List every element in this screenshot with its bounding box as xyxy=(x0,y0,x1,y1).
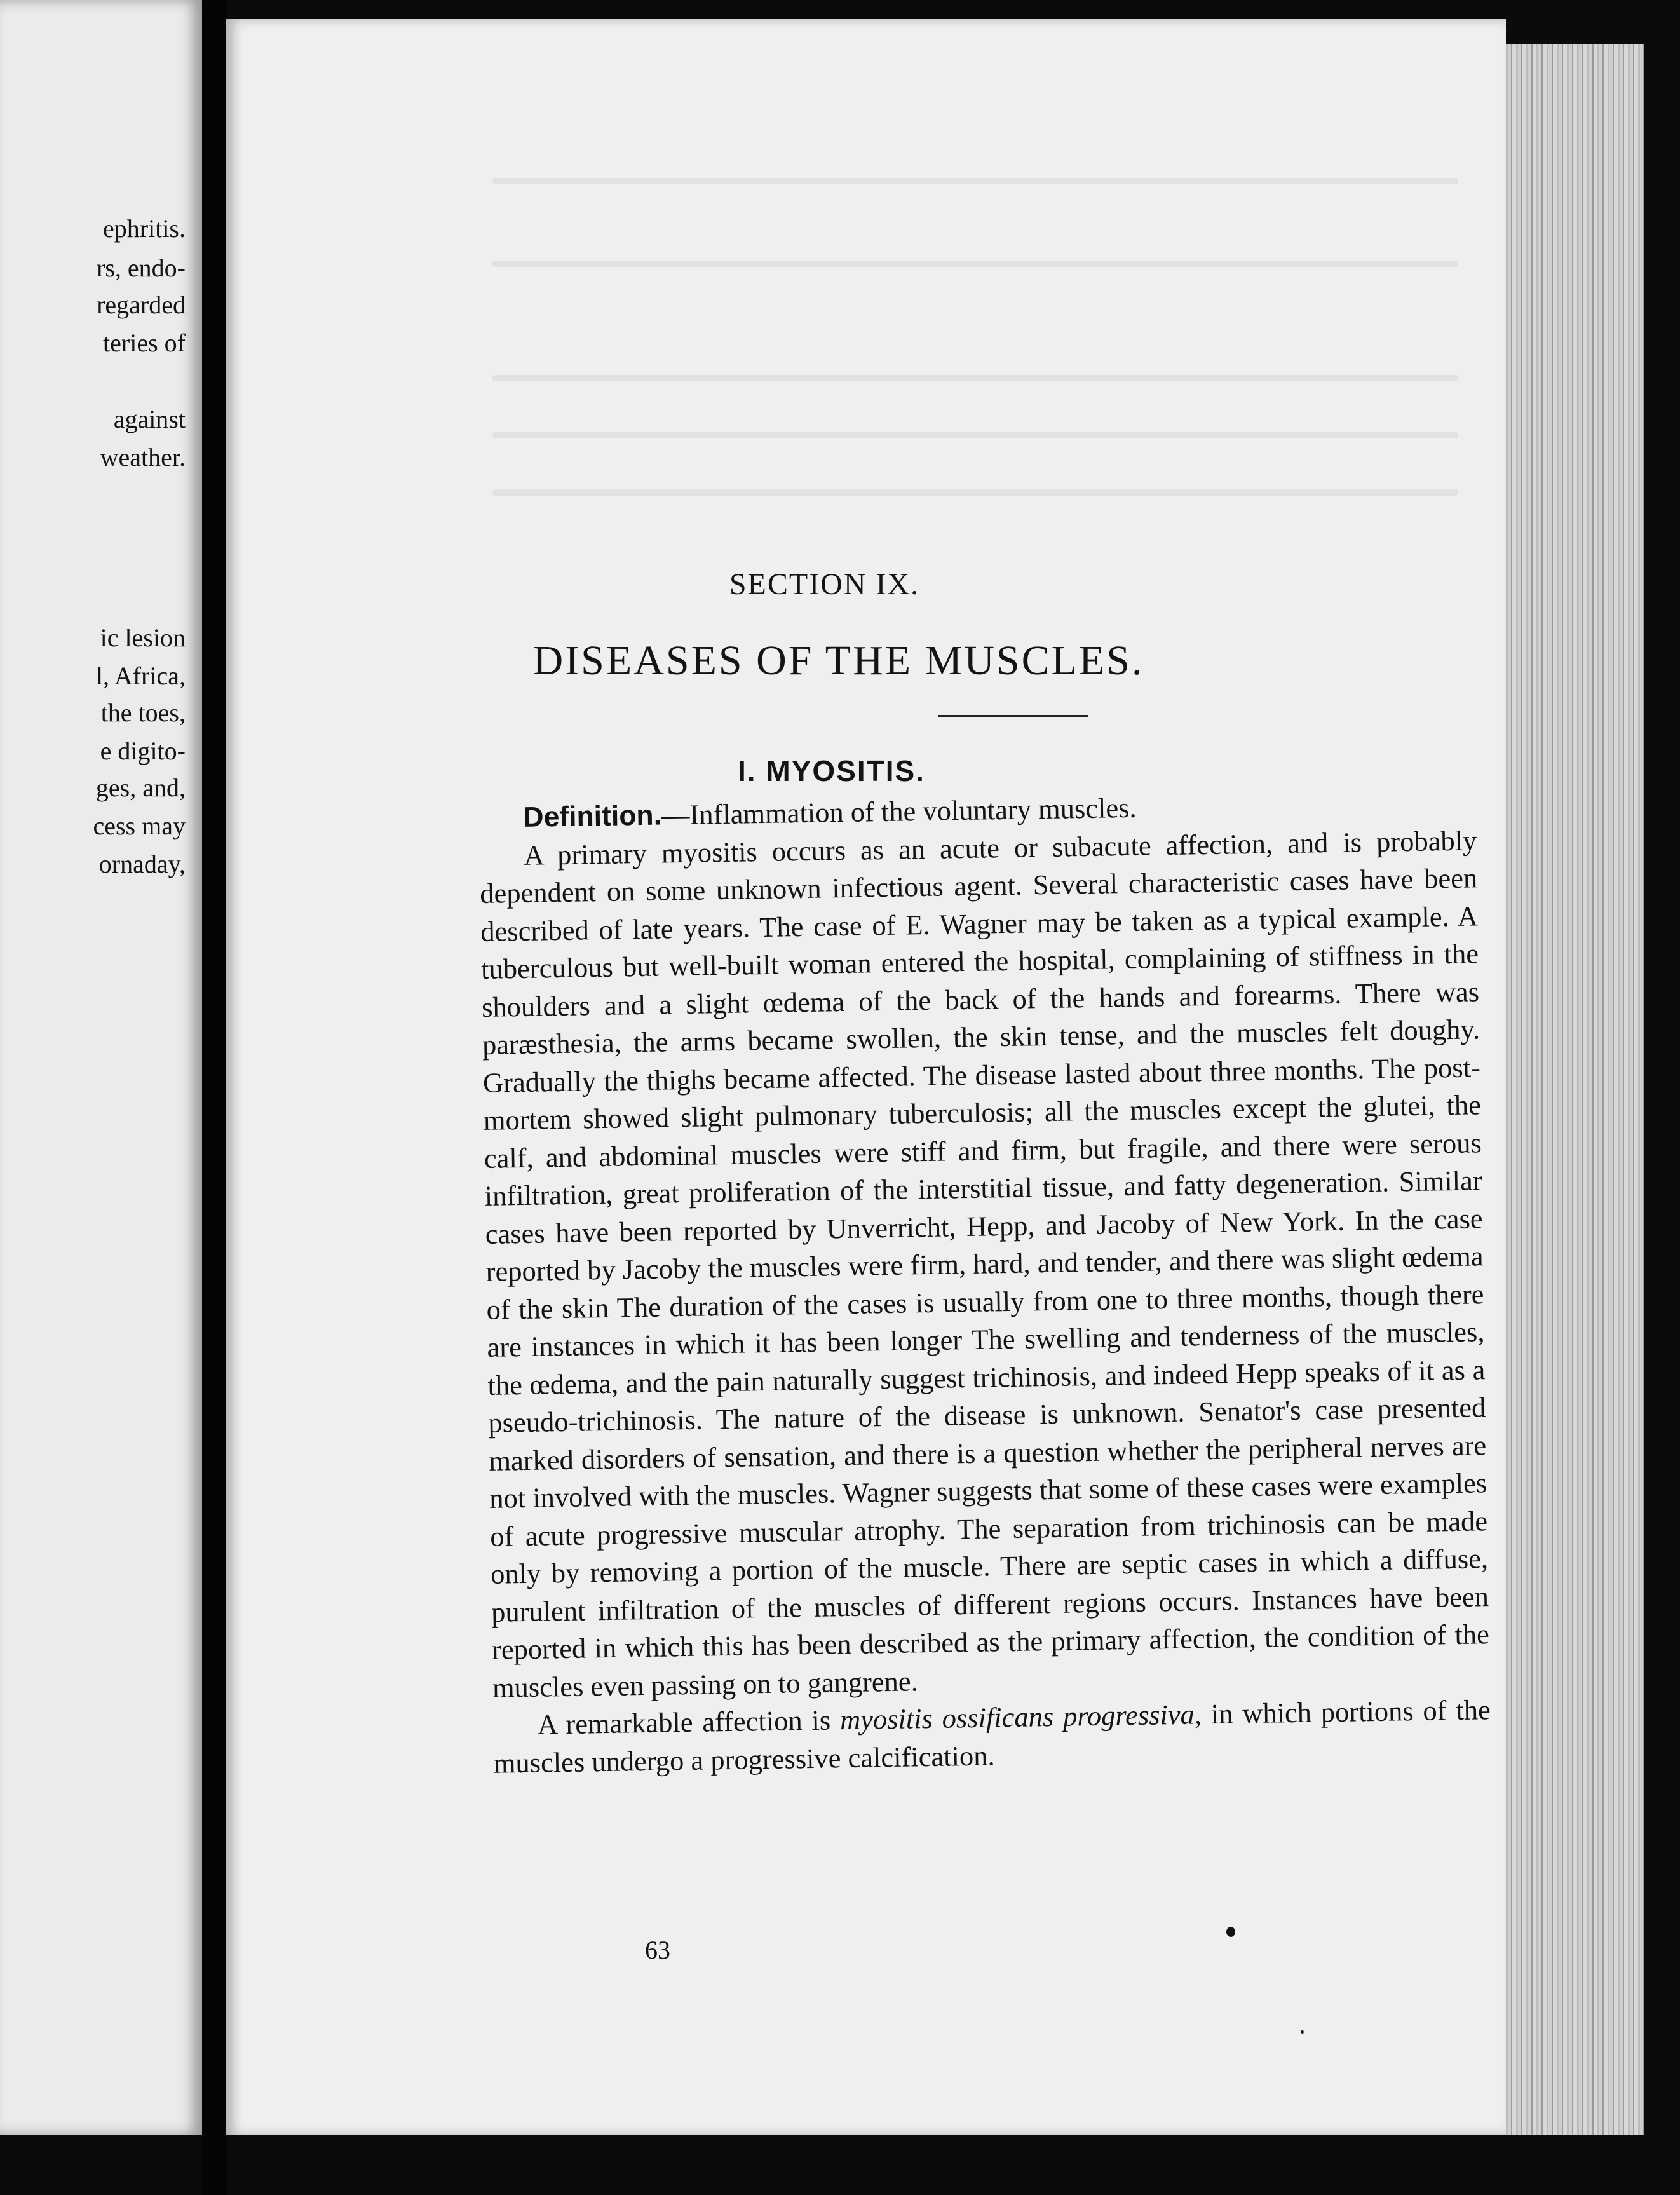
left-page-line: against xyxy=(113,405,186,433)
left-page-line: ges, and, xyxy=(95,773,186,802)
main-page xyxy=(226,19,1506,2135)
left-page-line: regarded xyxy=(97,290,186,319)
chapter-title: DISEASES OF THE MUSCLES. xyxy=(532,637,1144,684)
emphasized-term: myositis ossificans progressiva xyxy=(839,1698,1195,1736)
definition-label: Definition. xyxy=(523,799,662,833)
ink-speck xyxy=(1226,1927,1235,1937)
left-page-line: cess may xyxy=(93,812,186,840)
show-through-text xyxy=(492,178,1458,184)
page-number: 63 xyxy=(645,1936,670,1964)
show-through-text xyxy=(492,261,1458,267)
left-page xyxy=(0,0,202,2135)
left-page-line: weather. xyxy=(100,443,186,472)
body-paragraph-2: A remarkable affection is myositis ossificans progressiva, in which portions of the muscles undergo a progressive calcification. xyxy=(493,1694,1491,1779)
left-page-line: teries of xyxy=(103,329,186,357)
left-page-line: the toes, xyxy=(100,698,186,727)
left-page-line: rs, endo- xyxy=(97,254,186,282)
left-page-line: ornaday, xyxy=(98,850,186,878)
title-rule xyxy=(938,715,1088,717)
show-through-text xyxy=(492,375,1458,381)
left-page-line: e digito- xyxy=(100,737,186,765)
body-text xyxy=(478,784,1491,1782)
subsection-title: I. MYOSITIS. xyxy=(738,754,925,787)
section-label: SECTION IX. xyxy=(729,567,920,601)
show-through-text xyxy=(492,432,1458,438)
body-paragraph: A primary myositis occurs as an acute or subacute affection, and is probably dependent on some unknown infectious agent. Several characteristic cases have been described of late years. The case of E. Wagner may be taken as a typical example. A tuberculous but well-built woman entered the hospital, complaining of stiffness in the shoulders and a slight œdema of the back of the hands and forearms. There was paræsthesia, the arms became swollen, the skin tense, and the muscles felt doughy. Gradually the thighs became affected. The disease lasted about three months. The post-mortem showed slight pulmonary tuberculosis; all the muscles except the glutei, the calf, and abdominal muscles were stiff and firm, but fragile, and there were serous infiltration, great proliferation of the interstitial tissue, and fatty degeneration. Similar cases have been reported by Unverricht, Hepp, and Jacoby of New York. In the case reported by Jacoby the muscles were firm, hard, and tender, and there was slight œdema of the skin The duration of the cases is usually from one to three months, though there are instances in which it has been longer The swelling and tenderness of the muscles, the œdema, and the pain naturally suggest trichinosis, and indeed Hepp speaks of it as a pseudo-trichinosis. The nature of the disease is unknown. Senator's case presented marked disorders of sensation, and there is a question whether the peripheral nerves are not involved with the muscles. Wagner suggests that some of these cases were examples of acute progressive muscular atrophy. The separation from trichinosis can be made only by removing a portion of the muscle. There are septic cases in which a diffuse, purulent infiltration of the muscles of different regions occurs. Instances have been reported in which this has been described as the primary affection, the condition of the muscles even passing on to gangrene. xyxy=(479,824,1490,1704)
ink-speck xyxy=(1301,2030,1304,2034)
book-gutter xyxy=(202,0,227,2195)
show-through-text xyxy=(492,489,1458,496)
left-page-line: ephritis. xyxy=(103,214,186,243)
left-page-line: ic lesion xyxy=(100,623,186,652)
definition-text: —Inflammation of the voluntary muscles. xyxy=(661,791,1137,831)
left-page-line: l, Africa, xyxy=(95,662,186,690)
book-page-edges xyxy=(1500,44,1644,2135)
